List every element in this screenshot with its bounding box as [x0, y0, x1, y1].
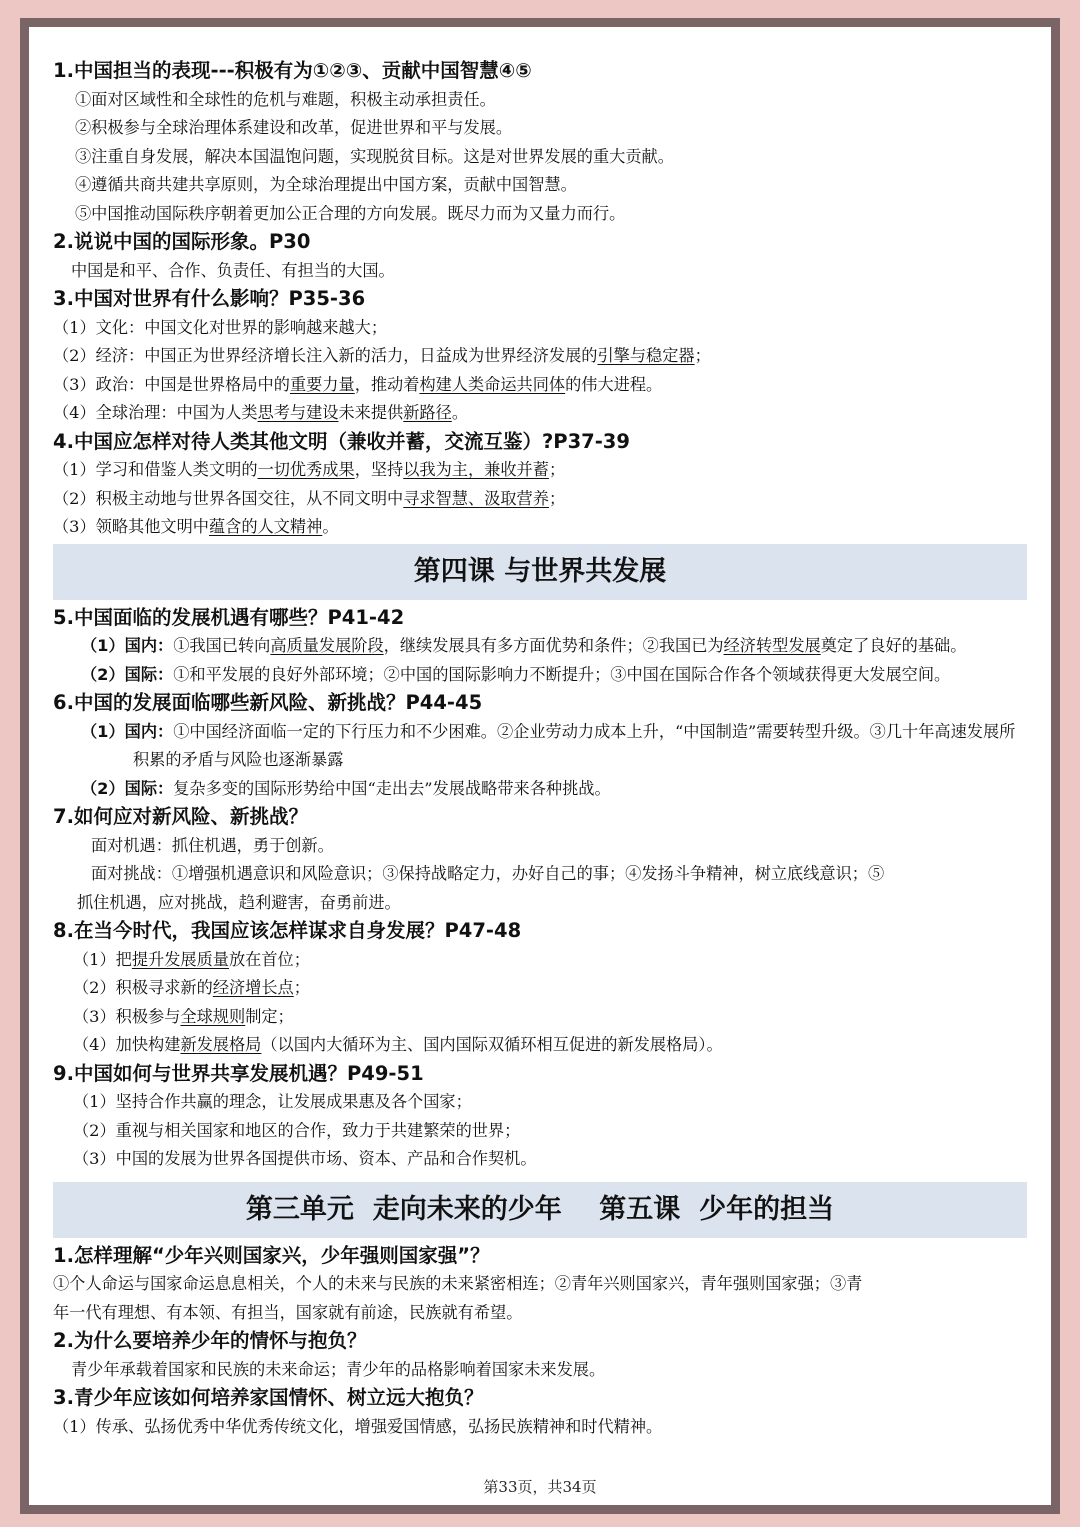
text-segment: （2）积极主动地与世界各国交往，从不同文明中	[53, 488, 404, 508]
key-term: 一切优秀成果	[257, 460, 355, 479]
answer-paragraph	[81, 775, 1027, 804]
key-term: 新路径	[403, 403, 452, 422]
key-term: 全球规则	[180, 1006, 246, 1026]
text-segment: 放在首位；	[229, 949, 310, 969]
text-segment: 制定；	[245, 1006, 294, 1026]
text-segment: （2）积极寻求新的	[73, 978, 213, 997]
page-number: 第33页，共34页	[483, 1478, 597, 1496]
page-frame	[20, 18, 1060, 1514]
answer-paragraph	[81, 661, 1027, 690]
text-segment: ①我国已转向	[173, 636, 271, 655]
answer-label: （2）国际：	[81, 778, 174, 798]
answer-line	[53, 513, 1027, 542]
text-segment: ，继续发展具有多方面优势和条件；②我国已为	[383, 636, 724, 655]
page-content	[53, 57, 1027, 1441]
text-segment: （2）经济：中国正为世界经济增长注入新的活力，日益成为世界经济发展的	[53, 346, 598, 365]
answer-label: （1）国内：	[81, 636, 174, 655]
text-segment: （1）把	[73, 949, 132, 969]
key-term: 引擎与稳定器	[597, 346, 695, 365]
text-segment: （1）学习和借鉴人类文明的	[53, 460, 258, 479]
text-segment: ①中国经济面临一定的下行压力和不少困难。②企业劳动力成本上升，“中国制造”需要转型升级。③几十年高速发展所积累的矛盾与风险也逐渐暴露	[133, 721, 1016, 769]
answer-line: ⑤中国推动国际秩序朝着更加公正合理的方向发展。既尽力而为又量力而行。	[75, 203, 626, 223]
answer-line: （3）中国的发展为世界各国提供市场、资本、产品和合作契机。	[73, 1149, 537, 1168]
text-segment: （4）加快构建	[73, 1035, 181, 1054]
text-segment: （以国内大循环为主、国内国际双循环相互促进的新发展格局）。	[261, 1035, 723, 1054]
unit-banner	[53, 1182, 1027, 1238]
text-segment: （4）全球治理：中国为人类	[53, 403, 258, 422]
answer-line	[53, 399, 1027, 428]
answer-line	[53, 342, 1027, 371]
question-heading: 3.中国对世界有什么影响？P35-36	[53, 287, 366, 310]
key-term: 以我为主，兼收并蓄	[403, 460, 549, 479]
answer-line	[53, 1003, 1027, 1032]
answer-line: ②积极参与全球治理体系建设和改革，促进世界和平与发展。	[75, 118, 513, 137]
answer-line: ④遵循共商共建共享原则，为全球治理提出中国方案，贡献中国智慧。	[75, 175, 577, 194]
text-segment: ；	[548, 460, 566, 479]
answer-paragraph	[81, 632, 1027, 661]
key-term: 新发展格局	[180, 1035, 262, 1054]
text-segment: （3）领略其他文明中	[53, 517, 209, 536]
answer-line	[53, 946, 1027, 975]
answer-line	[53, 456, 1027, 485]
text-segment: 未来提供	[338, 403, 404, 422]
answer-line: （2）重视与相关国家和地区的合作，致力于共建繁荣的世界；	[73, 1120, 521, 1140]
key-term: 构建人类命运共同体	[419, 374, 566, 394]
answer-line: ①面对区域性和全球性的危机与难题，积极主动承担责任。	[75, 89, 496, 109]
question-heading: 1.怎样理解“少年兴则国家兴，少年强则国家强”？	[53, 1243, 490, 1267]
question-heading: 5.中国面临的发展机遇有哪些？P41-42	[53, 605, 405, 629]
question-heading: 2.为什么要培养少年的情怀与抱负？	[53, 1329, 367, 1352]
answer-line: ③注重自身发展，解决本国温饱问题，实现脱贫目标。这是对世界发展的重大贡献。	[75, 146, 674, 166]
text-segment: ，坚持	[354, 460, 404, 479]
text-segment: （3）政治：中国是世界格局中的	[53, 374, 290, 394]
text-segment: 的伟大进程。	[565, 374, 663, 394]
answer-line	[53, 371, 1027, 400]
lesson-banner: 第四课 与世界共发展	[53, 544, 1027, 600]
question-heading: 8.在当今时代，我国应该怎样谋求自身发展？P47-48	[53, 919, 522, 942]
answer-line: （1）坚持合作共赢的理念，让发展成果惠及各个国家；	[73, 1092, 472, 1111]
key-term: 寻求智慧、汲取营养	[403, 488, 549, 508]
key-term: 提升发展质量	[131, 949, 229, 969]
text-segment: ①和平发展的良好外部环境；②中国的国际影响力不断提升；③中国在国际合作各个领域获得更大发展空间。	[173, 664, 951, 684]
answer-line: 青少年承载着国家和民族的未来命运；青少年的品格影响着国家未来发展。	[71, 1359, 606, 1379]
text-segment: ；	[293, 978, 310, 997]
text-segment: （3）积极参与	[73, 1006, 181, 1026]
question-heading: 7.如何应对新风险、新挑战？	[53, 805, 308, 828]
question-heading: 2.说说中国的国际形象。P30	[53, 230, 311, 253]
key-term: 蕴含的人文精神	[209, 517, 323, 536]
key-term: 经济转型发展	[723, 636, 821, 655]
question-heading: 3.青少年应该如何培养家国情怀、树立远大抱负？	[53, 1386, 484, 1409]
key-term: 高质量发展阶段	[270, 636, 384, 655]
text-segment: 复杂多变的国际形势给中国“走出去”发展战略带来各种挑战。	[173, 778, 611, 798]
answer-line	[53, 1031, 1027, 1060]
answer-label: （1）国内：	[81, 721, 174, 741]
answer-line: ①个人命运与国家命运息息相关，个人的未来与民族的未来紧密相连；②青年兴则国家兴，青年强则国家强；③青	[53, 1274, 863, 1293]
answer-line: 年一代有理想、有本领、有担当，国家就有前途，民族就有希望。	[53, 1302, 523, 1322]
answer-line	[53, 485, 1027, 514]
answer-line: （1）传承、弘扬优秀中华优秀传统文化，增强爱国情感，弘扬民族精神和时代精神。	[53, 1416, 663, 1436]
key-term: 经济增长点	[212, 978, 294, 997]
answer-line: 面对挑战：①增强机遇意识和风险意识；③保持战略定力，办好自己的事；④发扬斗争精神，树立底线意识；⑤	[91, 864, 885, 883]
answer-line: 中国是和平、合作、负责任、有担当的大国。	[71, 260, 395, 280]
answer-line: 面对机遇：抓住机遇，勇于创新。	[91, 835, 334, 855]
answer-line: 抓住机遇，应对挑战，趋利避害，奋勇前进。	[77, 892, 401, 912]
key-term: 重要力量	[289, 374, 355, 394]
answer-line: （1）文化：中国文化对世界的影响越来越大；	[53, 317, 388, 337]
banner-text: 第三单元 走向未来的少年 第五课 少年的担当	[245, 1193, 835, 1225]
text-segment: ，推动着	[354, 374, 420, 394]
question-heading: 6.中国的发展面临哪些新风险、新挑战？P44-45	[53, 691, 483, 714]
text-segment: 。	[322, 517, 339, 536]
answer-paragraph	[81, 718, 1027, 775]
text-segment: ；	[694, 346, 711, 365]
text-segment: 。	[451, 403, 468, 422]
answer-label: （2）国际：	[81, 664, 174, 684]
text-segment: ；	[548, 488, 566, 508]
key-term: 思考与建设	[257, 403, 339, 422]
question-heading: 4.中国应怎样对待人类其他文明（兼收并蓄，交流互鉴）?P37-39	[53, 429, 630, 453]
question-heading: 9.中国如何与世界共享发展机遇？P49-51	[53, 1061, 424, 1085]
question-heading: 1.中国担当的表现---积极有为①②③、贡献中国智慧④⑤	[53, 59, 532, 82]
answer-line	[53, 974, 1027, 1003]
text-segment: 奠定了良好的基础。	[820, 636, 967, 655]
